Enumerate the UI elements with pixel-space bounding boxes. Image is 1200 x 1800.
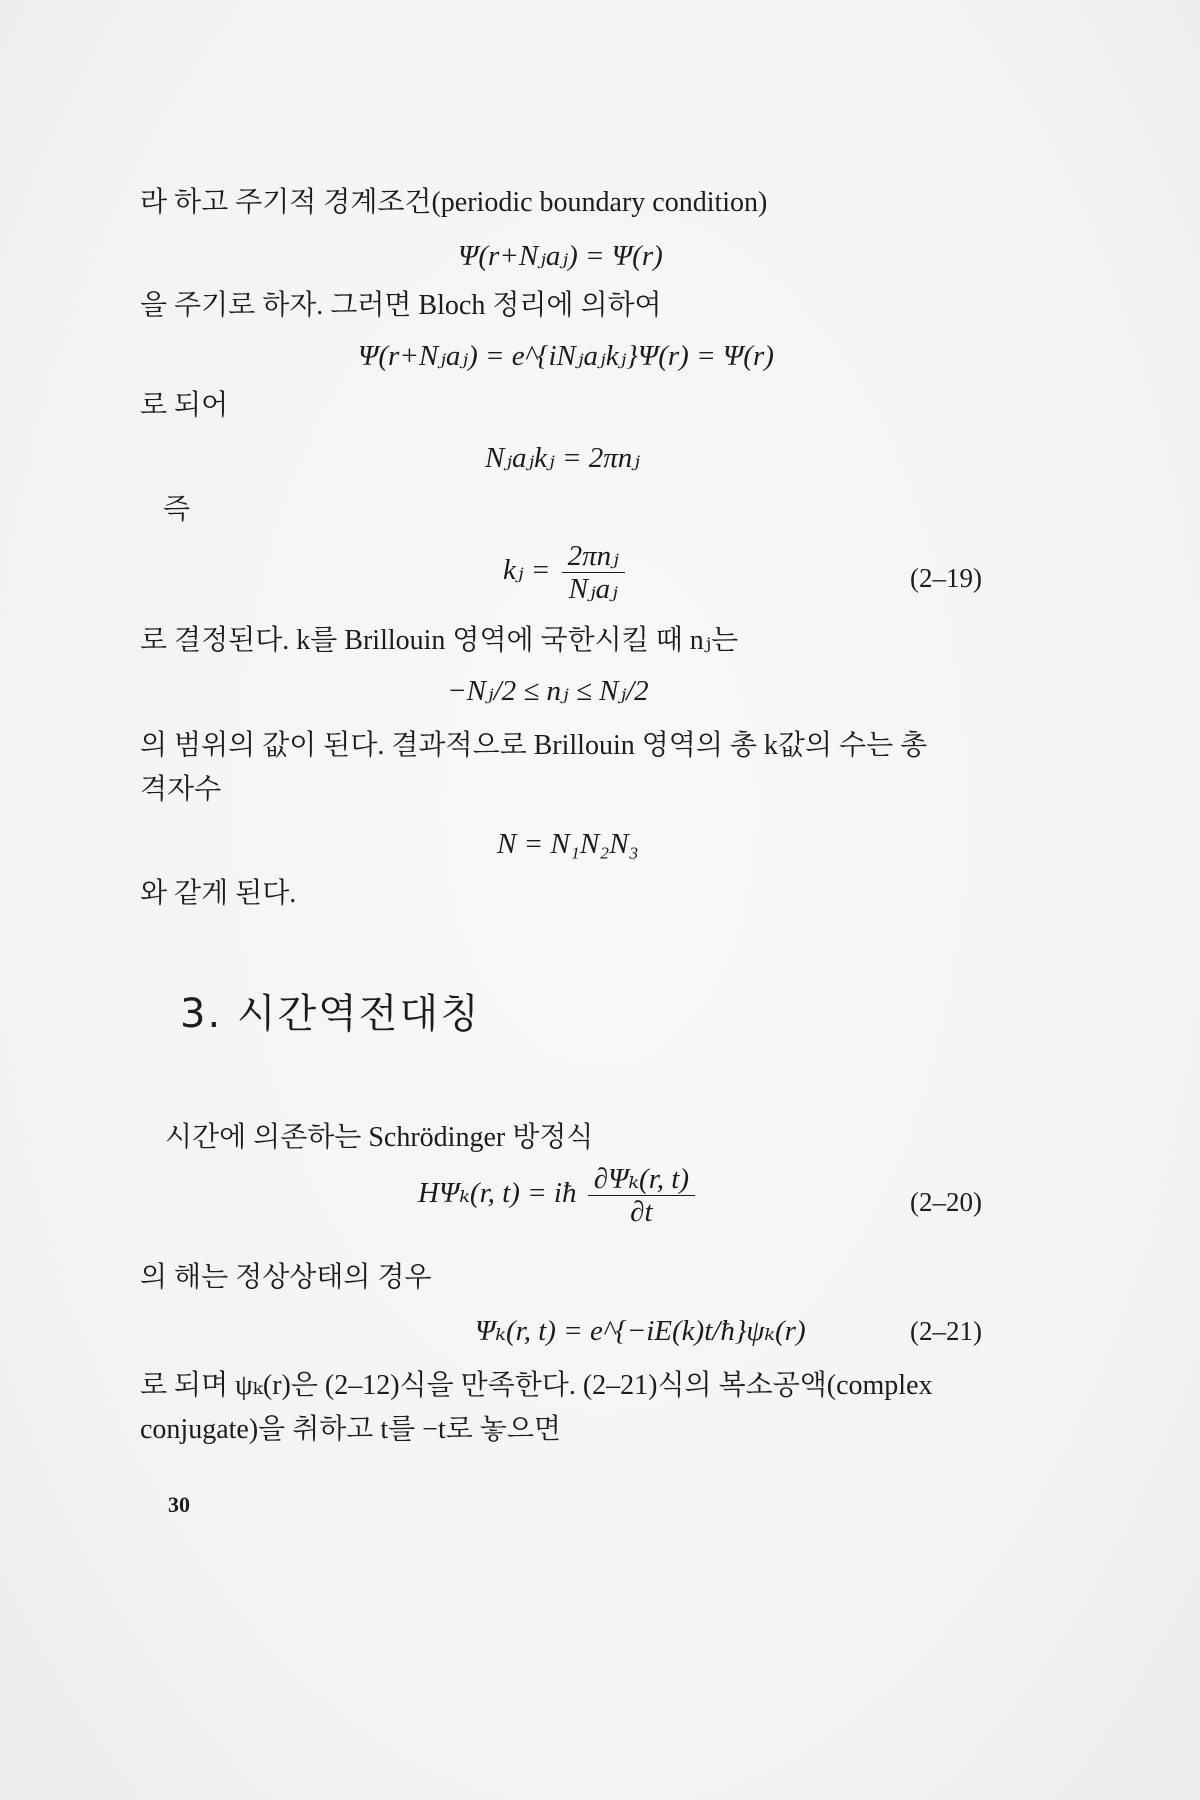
paragraph-bloch-theorem: 을 주기로 하자. 그러면 Bloch 정리에 의하여 — [140, 290, 662, 321]
fraction-2-20-numerator: ∂Ψₖ(r, t) — [588, 1163, 695, 1196]
page-number: 30 — [168, 1492, 190, 1517]
paragraph-brillouin-zone: 로 결정된다. k를 Brillouin 영역에 국한시킬 때 nⱼ는 — [140, 625, 739, 656]
fraction-2-20 — [588, 1163, 695, 1228]
paragraph-so: 로 되어 — [140, 390, 229, 421]
equation-range-nj: −Nⱼ/2 ≤ nⱼ ≤ Nⱼ/2 — [447, 675, 649, 707]
paragraph-periodic-boundary: 라 하고 주기적 경계조건(periodic boundary condition) — [140, 187, 768, 218]
paragraph-schrodinger: 시간에 의존하는 Schrödinger 방정식 — [165, 1122, 594, 1153]
paragraph-ie: 즉 — [163, 494, 191, 525]
paragraph-equal: 와 같게 된다. — [140, 878, 297, 909]
paragraph-stationary: 의 해는 정상상태의 경우 — [140, 1262, 432, 1293]
equation-bloch: Ψ(r+Nⱼaⱼ) = e^{iNⱼaⱼkⱼ}Ψ(r) = Ψ(r) — [358, 340, 774, 372]
paragraph-complex-conjugate: 로 되며 ψₖ(r)은 (2–12)식을 만족한다. (2–21)식의 복소공액(complex — [140, 1370, 933, 1401]
equation-number-2-19: (2–19) — [910, 563, 982, 593]
equation-2-20 — [418, 1163, 699, 1228]
equation-number-2-21: (2–21) — [910, 1316, 982, 1346]
paragraph-range-values: 의 범위의 값이 된다. 결과적으로 Brillouin 영역의 총 k값의 수는 총 — [140, 730, 928, 761]
equation-njajkj: Nⱼaⱼkⱼ = 2πnⱼ — [485, 442, 640, 474]
equation-2-21: Ψₖ(r, t) = e^{−iE(k)t/ħ}ψₖ(r) — [475, 1315, 806, 1347]
equation-2-19-lhs: kⱼ = — [503, 554, 551, 587]
equation-number-2-20: (2–20) — [910, 1187, 982, 1217]
equation-2-19 — [503, 540, 629, 605]
section-heading: 3. 시간역전대칭 — [180, 991, 481, 1037]
fraction-2-19-numerator: 2πnⱼ — [562, 540, 625, 573]
equation-2-20-lhs: HΨₖ(r, t) = iħ — [418, 1177, 577, 1210]
paragraph-lattice-count: 격자수 — [140, 774, 222, 805]
equation-total-n: N = N₁N₂N₃ — [497, 828, 639, 860]
equation-periodic-condition: Ψ(r+Nⱼaⱼ) = Ψ(r) — [458, 240, 663, 272]
paragraph-time-reversal: conjugate)을 취하고 t를 −t로 놓으면 — [140, 1414, 561, 1445]
fraction-2-19 — [562, 540, 625, 605]
fraction-2-20-denominator: ∂t — [630, 1196, 653, 1228]
fraction-2-19-denominator: Nⱼaⱼ — [568, 573, 618, 605]
